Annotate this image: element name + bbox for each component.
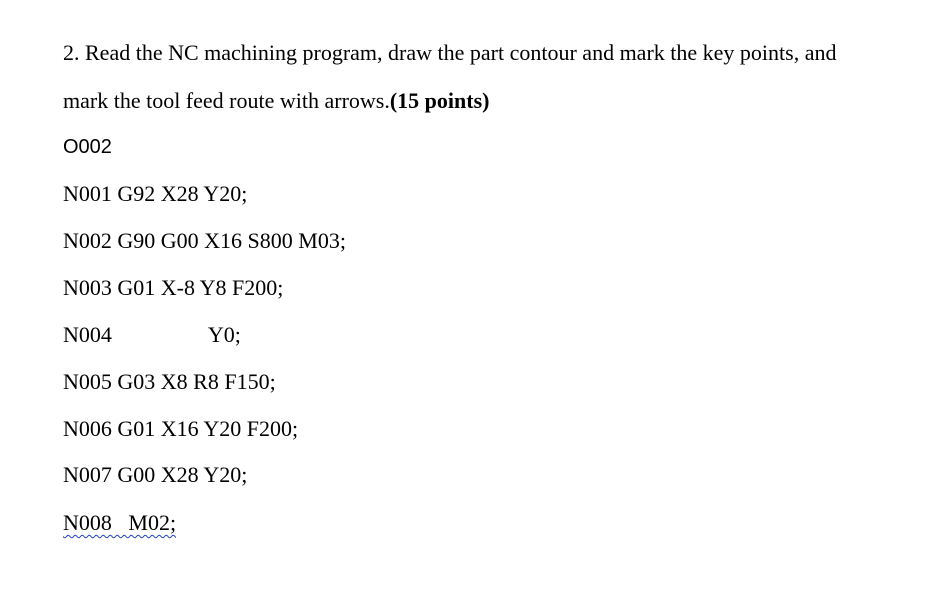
program-line-n007: N007 G00 X28 Y20; bbox=[63, 462, 248, 487]
question-line-2-text: mark the tool feed route with arrows. bbox=[63, 88, 390, 113]
program-line-n004 bbox=[63, 322, 241, 348]
program-name: O002 bbox=[63, 136, 112, 158]
question-line-1: 2. Read the NC machining program, draw the part contour and mark the key points, and bbox=[63, 40, 837, 65]
program-line-n003: N003 G01 X-8 Y8 F200; bbox=[63, 275, 284, 300]
program-line-n002: N002 G90 G00 X16 S800 M03; bbox=[63, 228, 346, 253]
program-line-n001: N001 G92 X28 Y20; bbox=[63, 181, 248, 206]
program-line-n008-text: N008 M02; bbox=[63, 510, 177, 535]
program-line-n004-command: Y0; bbox=[207, 322, 241, 347]
program-line-n004-number: N004 bbox=[63, 322, 112, 347]
question-points: (15 points) bbox=[389, 88, 490, 113]
question-line-2 bbox=[63, 88, 489, 114]
program-line-n005: N005 G03 X8 R8 F150; bbox=[63, 369, 276, 394]
program-line-n006: N006 G01 X16 Y20 F200; bbox=[63, 416, 299, 441]
program-line-n008 bbox=[63, 510, 176, 536]
